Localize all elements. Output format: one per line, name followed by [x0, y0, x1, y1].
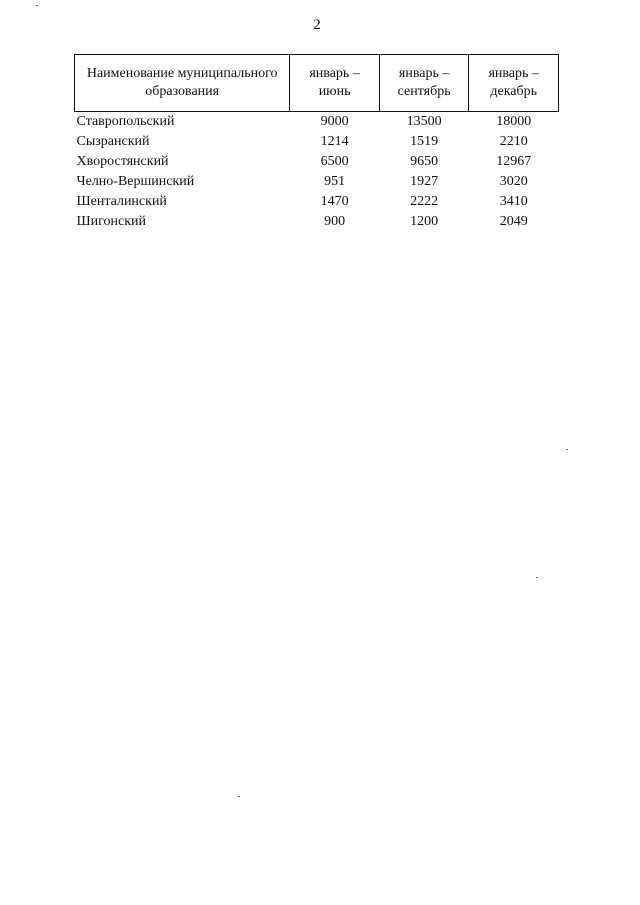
- value-jan-sep: 1200: [410, 214, 439, 229]
- municipality-name: Шенталинский: [76, 194, 167, 209]
- header-municipality: Наименование муниципального образования: [75, 55, 290, 112]
- value-jan-jun: 900: [324, 214, 346, 229]
- value-jan-sep: 2222: [410, 194, 439, 209]
- value-jan-jun: 6500: [320, 154, 349, 169]
- table-row: [75, 132, 559, 152]
- page-number: 2: [313, 17, 321, 33]
- value-jan-dec: 2210: [499, 134, 528, 149]
- scan-speck: [238, 796, 240, 797]
- value-jan-dec: 3020: [499, 174, 528, 189]
- value-jan-dec: 18000: [496, 114, 532, 129]
- value-jan-sep: 1519: [410, 134, 439, 149]
- table-row: [75, 212, 559, 232]
- municipality-name: Сызранский: [76, 134, 150, 149]
- table-header-row: [75, 55, 559, 112]
- value-jan-jun: 951: [324, 174, 346, 189]
- value-jan-jun: 1470: [320, 194, 349, 209]
- value-jan-sep: 9650: [410, 154, 439, 169]
- value-jan-jun: 1214: [320, 134, 349, 149]
- scan-speck: [536, 577, 538, 578]
- scan-speck: [566, 449, 568, 450]
- municipality-name: Хворостянский: [76, 154, 169, 169]
- municipality-name: Шигонский: [76, 214, 147, 229]
- table-row: [75, 152, 559, 172]
- value-jan-sep: 1927: [410, 174, 439, 189]
- header-jan-jun: январь – июнь: [290, 55, 380, 112]
- value-jan-dec: 3410: [499, 194, 528, 209]
- header-jan-sep: январь – сентябрь: [379, 55, 469, 112]
- value-jan-jun: 9000: [320, 114, 349, 129]
- municipality-name: Ставропольский: [76, 114, 175, 129]
- header-jan-dec: январь – декабрь: [469, 55, 559, 112]
- scan-speck: [36, 5, 38, 6]
- value-jan-dec: 12967: [496, 154, 532, 169]
- table-row: [75, 192, 559, 212]
- municipality-name: Челно-Вершинский: [76, 174, 195, 189]
- value-jan-sep: 13500: [406, 114, 442, 129]
- table-row: [75, 172, 559, 192]
- value-jan-dec: 2049: [499, 214, 528, 229]
- table-row: [75, 112, 559, 133]
- data-table: [74, 54, 559, 232]
